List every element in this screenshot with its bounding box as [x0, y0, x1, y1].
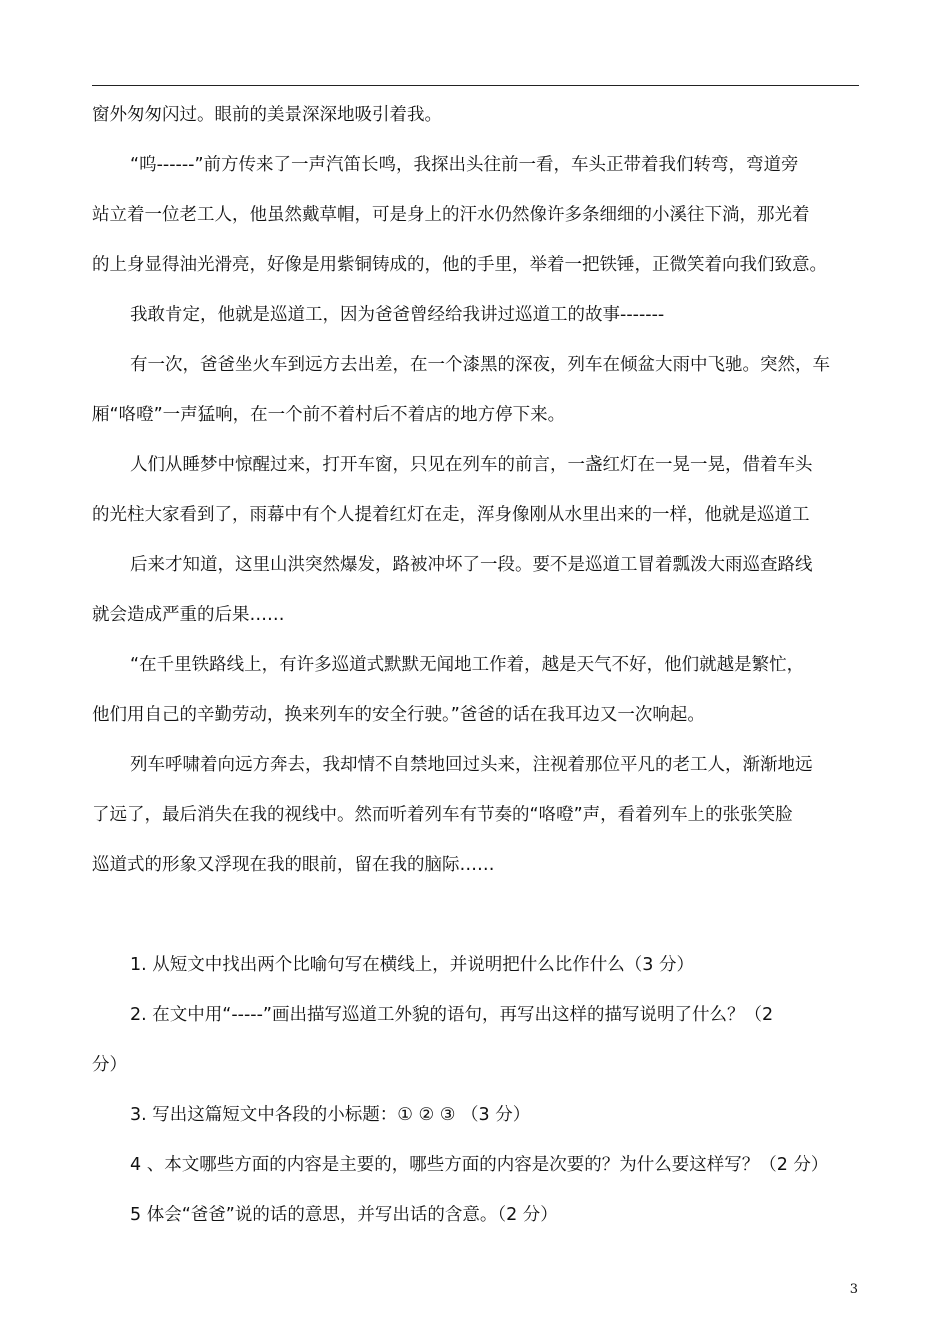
question-line: 2. 在文中用“-----”画出描写巡道工外貌的语句，再写出这样的描写说明了什么？（2: [130, 1005, 774, 1025]
passage-line: 窗外匆匆闪过。眼前的美景深深地吸引着我。: [92, 105, 442, 125]
passage-line: “呜------”前方传来了一声汽笛长鸣，我探出头往前一看，车头正带着我们转弯，弯道旁: [130, 155, 799, 175]
question-line: 3. 写出这篇短文中各段的小标题：① ② ③ （3 分）: [130, 1105, 531, 1125]
passage-line: 站立着一位老工人，他虽然戴草帽，可是身上的汗水仍然像许多条细细的小溪往下淌，那光着: [92, 205, 810, 225]
page-number: 3: [849, 1282, 858, 1297]
passage-line: 就会造成严重的后果……: [92, 605, 285, 625]
passage-line: 的光柱大家看到了，雨幕中有个人提着红灯在走，浑身像刚从水里出来的一样，他就是巡道工: [92, 505, 810, 525]
question-line: 分）: [92, 1055, 127, 1075]
passage-line: 巡道式的形象又浮现在我的眼前，留在我的脑际……: [92, 855, 495, 875]
question-line: 1. 从短文中找出两个比喻句写在横线上，并说明把什么比作什么（3 分）: [130, 955, 694, 975]
question-line: 4 、本文哪些方面的内容是主要的，哪些方面的内容是次要的？为什么要这样写？（2 分）: [130, 1155, 829, 1175]
passage-line: 有一次，爸爸坐火车到远方去出差，在一个漆黑的深夜，列车在倾盆大雨中飞驰。突然，车: [130, 355, 830, 375]
header-rule: [92, 85, 859, 86]
passage-line: 后来才知道，这里山洪突然爆发，路被冲坏了一段。要不是巡道工冒着瓢泼大雨巡查路线: [130, 555, 813, 575]
passage-line: 厢“咯噔”一声猛响，在一个前不着村后不着店的地方停下来。: [92, 405, 566, 425]
passage-line: 了远了，最后消失在我的视线中。然而听着列车有节奏的“咯噔”声，看着列车上的张张笑脸: [92, 805, 793, 825]
question-line: 5 体会“爸爸”说的话的意思，并写出话的含意。（2 分）: [130, 1205, 558, 1225]
passage-line: 列车呼啸着向远方奔去，我却情不自禁地回过头来，注视着那位平凡的老工人，渐渐地远: [130, 755, 813, 775]
passage-line: 的上身显得油光滑亮，好像是用紫铜铸成的，他的手里，举着一把铁锤，正微笑着向我们致意。: [92, 255, 827, 275]
passage-line: “在千里铁路线上，有许多巡道式默默无闻地工作着，越是天气不好，他们就越是繁忙，: [130, 655, 805, 675]
passage-line: 我敢肯定，他就是巡道工，因为爸爸曾经给我讲过巡道工的故事-------: [130, 305, 665, 325]
passage-line: 人们从睡梦中惊醒过来，打开车窗，只见在列车的前言，一盏红灯在一晃一晃，借着车头: [130, 455, 813, 475]
passage-line: 他们用自己的辛勤劳动，换来列车的安全行驶。”爸爸的话在我耳边又一次响起。: [92, 705, 705, 725]
